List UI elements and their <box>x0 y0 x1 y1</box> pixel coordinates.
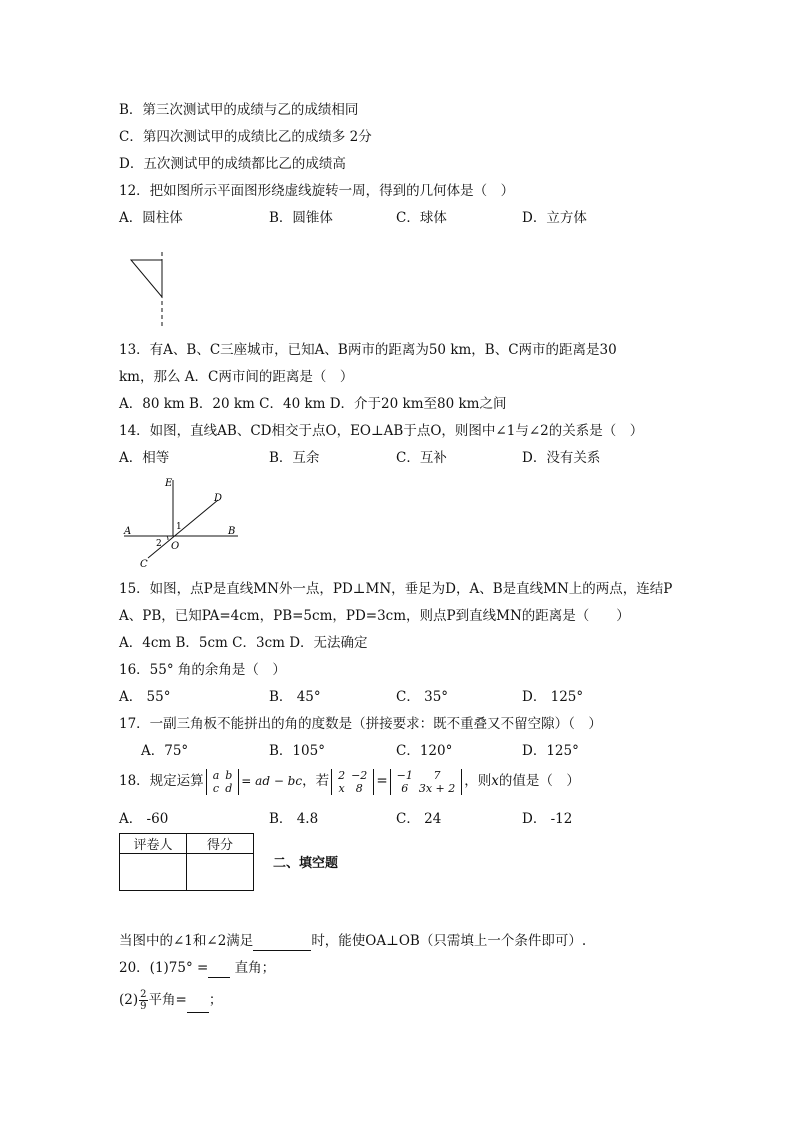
q17-option-a: A．75° <box>141 743 189 759</box>
q14-stem: 14．如图，直线AB、CD相交于点O，EO⊥AB于点O，则图中∠1与∠2的关系是（ ） <box>119 423 644 439</box>
q16-option-b: B． 45° <box>269 689 321 705</box>
q20-part1 <box>119 958 275 978</box>
q18-rhs-determinant: −1 7 6 3x + 2 <box>390 769 463 795</box>
label-a: A <box>124 526 132 537</box>
score-table <box>119 833 254 891</box>
q20-part1-post: 直角； <box>230 960 276 976</box>
label-o: O <box>171 541 180 552</box>
q19-post: 时，能使OA⊥OB（只需填上一个条件即可）. <box>311 933 587 949</box>
q12-option-b: B．圆锥体 <box>269 210 333 226</box>
q20-part1-blank[interactable] <box>208 961 230 978</box>
q18-lhs-determinant: 2 −2 x 8 <box>331 769 374 795</box>
q18-option-b: B． 4.8 <box>269 811 319 827</box>
q20-part1-pre: 20．(1)75° = <box>119 960 209 976</box>
q15-options: A．4cm B．5cm C．3cm D．无法确定 <box>119 635 368 651</box>
q20-part2-post: ； <box>208 992 223 1008</box>
q17-option-d: D．125° <box>522 743 579 759</box>
q18-suffix-post: 的值是（ ） <box>498 773 580 789</box>
q12-stem: 12．把如图所示平面图形绕虚线旋转一周，得到的几何体是（ ） <box>119 183 515 199</box>
label-c: C <box>140 559 148 570</box>
score-table-score-cell[interactable] <box>187 854 254 891</box>
q11-option-b: B．第三次测试甲的成绩与乙的成绩相同 <box>119 102 359 118</box>
score-table-header-grader: 评卷人 <box>120 834 187 854</box>
score-table-grader-cell[interactable] <box>120 854 187 891</box>
q20-part2 <box>119 987 222 1013</box>
q17-option-c: C．120° <box>396 743 453 759</box>
q18-equals: = <box>376 773 388 789</box>
q15-stem-line2: A、PB，已知PA=4cm，PB=5cm，PD=3cm，则点P到直线MN的距离是（ ） <box>119 608 630 624</box>
q18-option-d: D． -12 <box>522 811 573 827</box>
q12-option-a: A．圆柱体 <box>119 210 183 226</box>
q19-answer-blank[interactable] <box>253 934 311 951</box>
score-table-header-score: 得分 <box>187 834 254 854</box>
label-d: D <box>214 493 223 504</box>
q13-stem-line2: km，那么 A．C两市间的距离是（ ） <box>119 369 354 385</box>
q18-option-a: A． -60 <box>119 811 169 827</box>
q16-option-a: A． 55° <box>119 689 171 705</box>
q20-part2-blank[interactable] <box>187 996 209 1013</box>
q11-option-d: D．五次测试甲的成绩都比乙的成绩高 <box>119 156 346 172</box>
q15-stem-line1: 15．如图，点P是直线MN外一点，PD⊥MN，垂足为D，A、B是直线MN上的两点，连结P <box>119 581 673 597</box>
q20-fraction: $\frac{2}{9}$ <box>140 989 147 1012</box>
q18-definition-determinant: a b c d <box>206 769 240 795</box>
label-angle-2: 2 <box>156 539 162 549</box>
q18-prefix: 18．规定运算 <box>119 773 204 789</box>
q16-stem: 16．55° 角的余角是（ ） <box>119 662 286 678</box>
q20-part2-pre: (2) <box>119 992 139 1008</box>
q18-suffix-pre: ，则 <box>464 773 492 789</box>
q12-triangle-figure <box>125 250 175 330</box>
label-angle-1: 1 <box>176 522 182 532</box>
q14-option-a: A．相等 <box>119 450 170 466</box>
q18-option-c: C． 24 <box>396 811 442 827</box>
label-e: E <box>165 478 173 489</box>
q18-mid: ，若 <box>302 773 330 789</box>
q18-definition-rhs: = ad − bc <box>241 774 303 788</box>
q16-option-c: C． 35° <box>396 689 449 705</box>
q14-intersecting-lines-figure <box>118 474 248 574</box>
q11-option-c: C．第四次测试甲的成绩比乙的成绩多 2分 <box>119 129 372 145</box>
q13-stem-line1: 13．有A、B、C三座城市，已知A、B两市的距离为50 km，B、C两市的距离是30 <box>119 342 617 358</box>
q12-option-c: C．球体 <box>396 210 447 226</box>
q17-option-b: B．105° <box>269 743 325 759</box>
section-title-fill-in: 二、填空题 <box>273 856 339 871</box>
q14-option-c: C．互补 <box>396 450 447 466</box>
q19-stem <box>119 931 586 951</box>
q18-variable: x <box>491 773 499 789</box>
q12-option-d: D．立方体 <box>522 210 587 226</box>
q14-option-b: B．互余 <box>269 450 320 466</box>
q20-part2-mid: 平角= <box>148 992 187 1008</box>
q13-options: A．80 km B．20 km C．40 km D．介于20 km至80 km之间 <box>119 396 507 412</box>
q14-option-d: D．没有关系 <box>522 450 601 466</box>
label-b: B <box>228 526 236 537</box>
q19-pre: 当图中的∠1和∠2满足 <box>119 933 254 949</box>
q17-stem: 17．一副三角板不能拼出的角的度数是（拼接要求：既不重叠又不留空隙）（ ） <box>119 716 602 732</box>
q16-option-d: D． 125° <box>522 689 584 705</box>
q18-stem <box>119 766 580 796</box>
